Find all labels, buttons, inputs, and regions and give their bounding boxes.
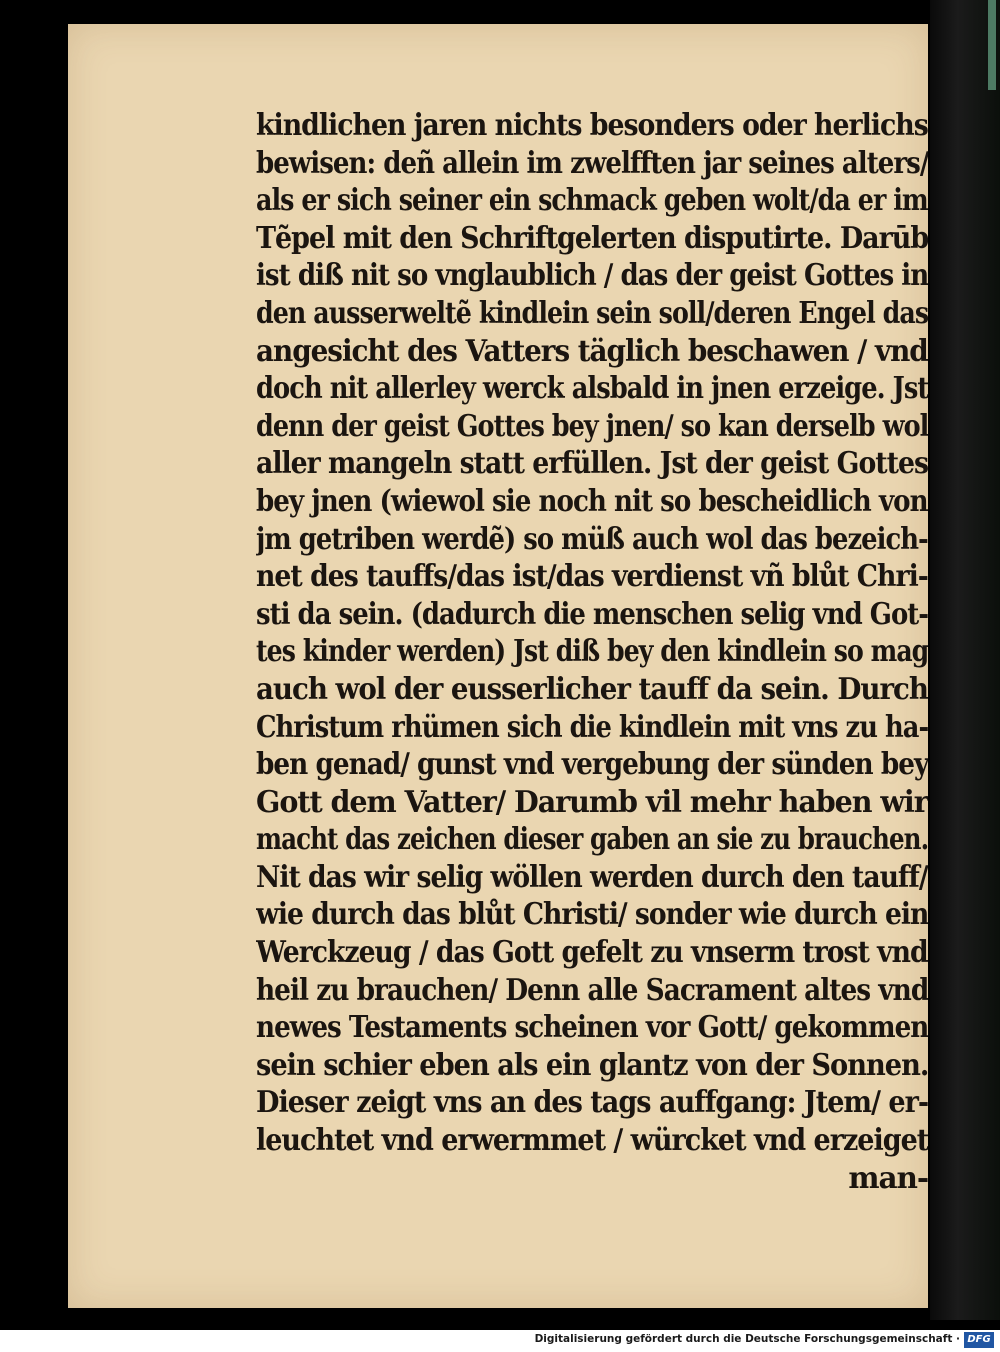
text-line-4: Tẽpel mit den Schriftgelerten disputirte. Darūb (256, 219, 928, 255)
text-line-20: macht das zeichen dieser gaben an sie zu brauchen. (256, 821, 928, 857)
text-line-18: ben genad/ gunst vnd vergebung der sünden bey (256, 746, 928, 782)
text-line-27: Dieser zeigt vns an des tags auffgang: Jtem/ er- (256, 1084, 928, 1120)
text-line-9: denn der geist Gottes bey jnen/ so kan derselb wol (256, 407, 928, 443)
text-line-11: bey jnen (wiewol sie noch nit so bescheidlich von (256, 482, 928, 518)
edge-stripe (988, 0, 996, 90)
book-page-edge (930, 0, 1000, 1320)
text-line-25: newes Testaments scheinen vor Gott/ gekommen (256, 1009, 928, 1045)
scanned-page (68, 24, 928, 1308)
catchword: man- (848, 1159, 928, 1195)
text-line-16: auch wol der eusserlicher tauff da sein. Durch (256, 670, 928, 706)
text-line-26: sein schier eben als ein glantz von der Sonnen. (256, 1046, 928, 1082)
text-line-19: Gott dem Vatter/ Darumb vil mehr haben wir (256, 783, 928, 819)
text-line-21: Nit das wir selig wöllen werden durch den tauff/ (256, 858, 928, 894)
page-text-block (256, 106, 928, 1196)
text-line-24: heil zu brauchen/ Denn alle Sacrament altes vnd (256, 971, 928, 1007)
text-line-12: jm getriben werdẽ) so müß auch wol das bezeich- (256, 520, 928, 556)
text-line-2: bewisen: deñ allein im zwelfften jar seines alters/ (256, 144, 928, 180)
text-line-13: net des tauffs/das ist/das verdienst vñ blůt Chri- (256, 558, 928, 594)
text-line-1: kindlichen jaren nichts besonders oder herlichs (256, 107, 928, 142)
funding-credit: Digitalisierung gefördert durch die Deutsche Forschungsgemeinschaft · (534, 1333, 960, 1345)
text-line-8: doch nit allerley werck alsbald in jnen erzeige. Jst (256, 370, 928, 406)
text-line-7: angesicht des Vatters täglich beschawen / vnd (256, 332, 928, 368)
text-line-5: ist diß nit so vnglaublich / das der geist Gottes in (256, 257, 928, 293)
text-line-14: sti da sein. (dadurch die menschen selig vnd Got- (256, 595, 928, 631)
text-line-17: Christum rhümen sich die kindlein mit vns zu ha- (256, 708, 928, 744)
text-line-23: Werckzeug / das Gott gefelt zu vnserm trost vnd (256, 934, 928, 970)
text-line-6: den ausserweltẽ kindlein sein soll/deren Engel das (256, 294, 928, 330)
dfg-logo: DFG (964, 1332, 994, 1348)
text-line-22: wie durch das blůt Christi/ sonder wie durch ein (256, 896, 928, 932)
footer-bar (0, 1330, 1000, 1352)
text-line-15: tes kinder werden) Jst diß bey den kindlein so mag (256, 633, 928, 669)
text-line-3: als er sich seiner ein schmack geben wolt/da er im (256, 182, 928, 218)
text-line-28: leuchtet vnd erwermmet / würcket vnd erzeiget (256, 1122, 928, 1158)
text-line-10: aller mangeln statt erfüllen. Jst der geist Gottes (256, 445, 928, 481)
